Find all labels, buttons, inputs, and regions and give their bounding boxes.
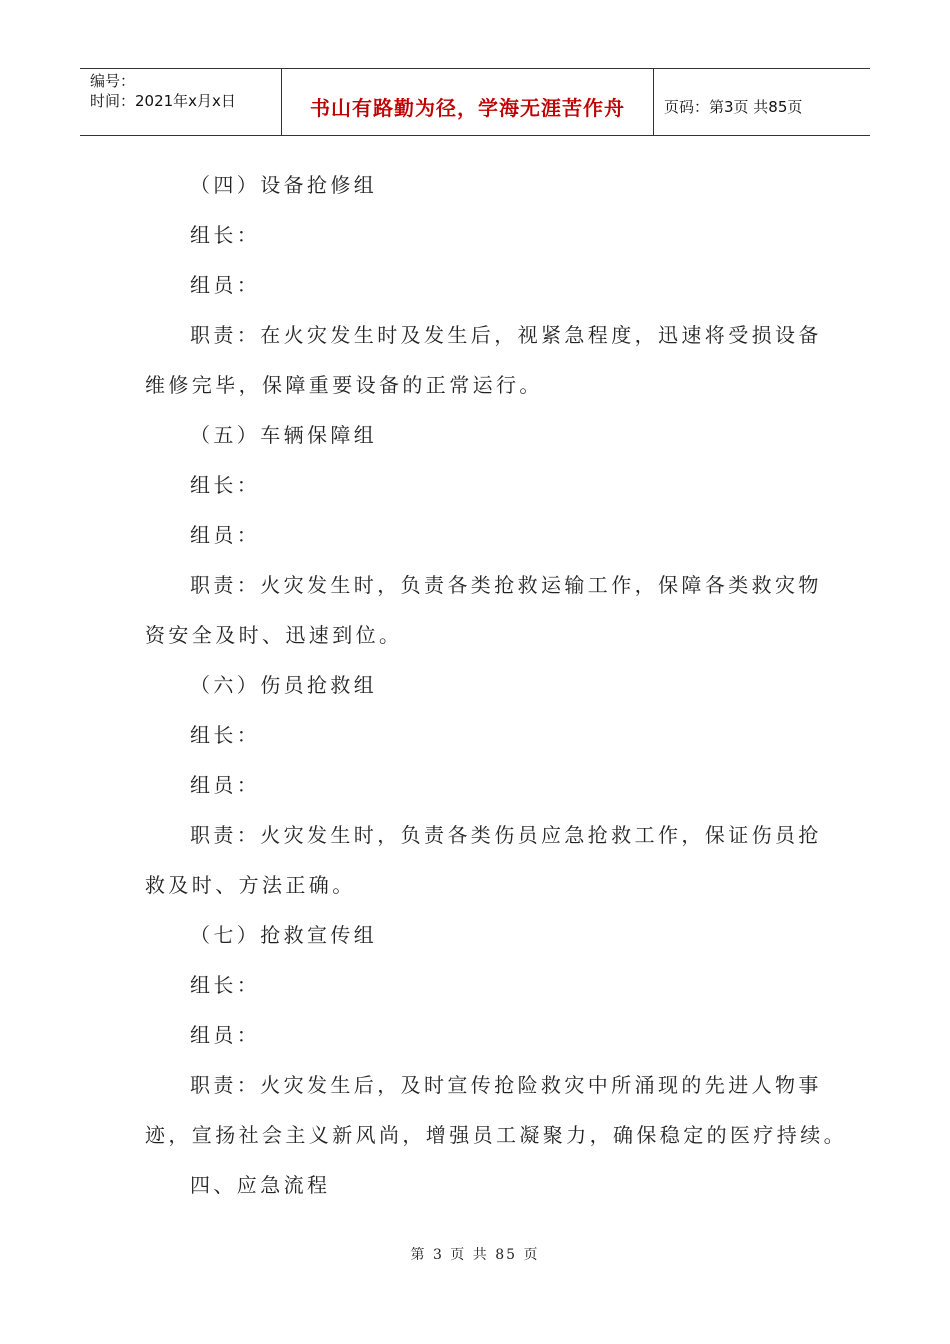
leader-line: 组长： <box>190 223 261 247</box>
section-heading: （五）车辆保障组 <box>190 423 378 447</box>
page-header <box>80 68 870 136</box>
document-date: 时间：2021年x月x日 <box>90 92 236 110</box>
duty-paragraph-cont: 资安全及时、迅速到位。 <box>145 623 403 647</box>
section-heading: （七）抢救宣传组 <box>190 923 378 947</box>
leader-line: 组长： <box>190 473 261 497</box>
header-meta <box>80 69 282 135</box>
section-heading: （六）伤员抢救组 <box>190 673 378 697</box>
header-page-info: 页码：第3页 共85页 <box>664 97 803 116</box>
duty-paragraph: 职责：在火灾发生时及发生后，视紧急程度，迅速将受损设备 <box>190 323 822 347</box>
leader-line: 组长： <box>190 973 261 997</box>
members-line: 组员： <box>190 273 261 297</box>
leader-line: 组长： <box>190 723 261 747</box>
members-line: 组员： <box>190 523 261 547</box>
header-motto: 书山有路勤为径，学海无涯苦作舟 <box>282 69 654 135</box>
document-number: 编号： <box>90 72 136 90</box>
duty-paragraph-cont: 救及时、方法正确。 <box>145 873 356 897</box>
members-line: 组员： <box>190 1023 261 1047</box>
section-heading: （四）设备抢修组 <box>190 173 378 197</box>
duty-paragraph: 职责：火灾发生时，负责各类伤员应急抢救工作，保证伤员抢 <box>190 823 822 847</box>
duty-paragraph-cont: 迹，宣扬社会主义新风尚，增强员工凝聚力，确保稳定的医疗持续。 <box>145 1123 847 1147</box>
duty-paragraph-cont: 维修完毕，保障重要设备的正常运行。 <box>145 373 543 397</box>
document-body <box>145 160 847 1210</box>
duty-paragraph: 职责：火灾发生后，及时宣传抢险救灾中所涌现的先进人物事 <box>190 1073 822 1097</box>
duty-paragraph: 职责：火灾发生时，负责各类抢救运输工作，保障各类救灾物 <box>190 573 822 597</box>
page-footer: 第 3 页 共 85 页 <box>410 1247 540 1263</box>
members-line: 组员： <box>190 773 261 797</box>
chapter-heading: 四、应急流程 <box>190 1173 331 1197</box>
